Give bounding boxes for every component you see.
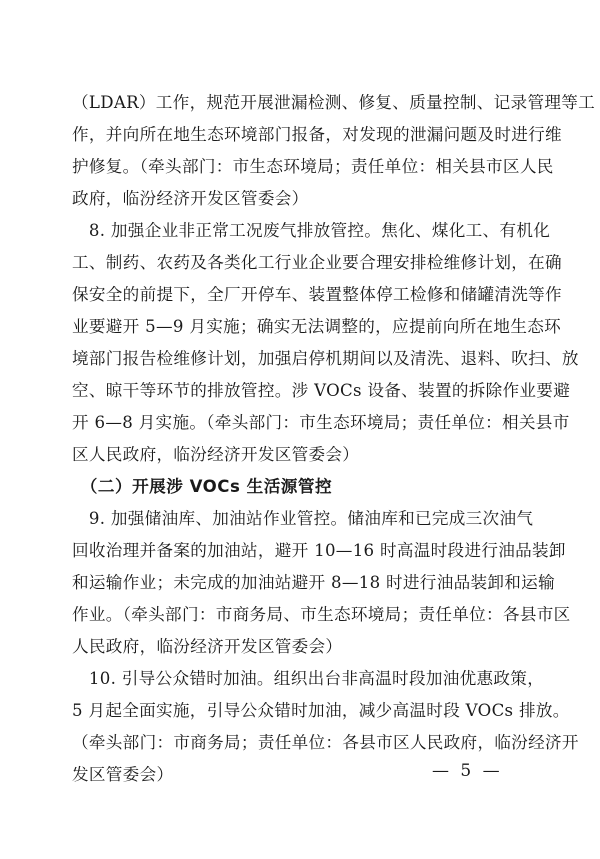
text-line: 境部门报告检维修计划，加强启停机期间以及清洗、退料、吹扫、放 <box>72 349 579 368</box>
text-line: 10. 引导公众错时加油。组织出台非高温时段加油优惠政策， <box>72 669 545 688</box>
text-line: 和运输作业；未完成的加油站避开 8—18 时进行油品装卸和运输 <box>72 573 555 592</box>
text-line: 保安全的前提下，全厂开停车、装置整体停工检修和储罐清洗等作 <box>72 285 562 304</box>
text-line: 护修复。（牵头部门：市生态环境局；责任单位：相关县市区人民 <box>72 157 554 176</box>
text-line: 业要避开 5—9 月实施；确实无法调整的，应提前向所在地生态环 <box>72 317 561 336</box>
text-line: 作业。（牵头部门：市商务局、市生态环境局；责任单位：各县市区 <box>72 605 571 624</box>
text-line: 政府，临汾经济开发区管委会） <box>72 189 309 208</box>
text-line: 工、制药、农药及各类化工行业企业要合理安排检维修计划，在确 <box>72 253 562 272</box>
text-line: 区人民政府，临汾经济开发区管委会） <box>72 445 360 464</box>
body-text <box>72 87 596 791</box>
text-line: （牵头部门：市商务局；责任单位：各县市区人民政府，临汾经济开 <box>72 733 579 752</box>
text-line: 作，并向所在地生态环境部门报备，对发现的泄漏问题及时进行维 <box>72 125 562 144</box>
text-line: （LDAR）工作，规范开展泄漏检测、修复、质量控制、记录管理等工 <box>72 93 596 112</box>
text-line: 开 6—8 月实施。（牵头部门：市生态环境局；责任单位：相关县市 <box>72 413 570 432</box>
section-heading: （二）开展涉 VOCs 生活源管控 <box>72 477 333 496</box>
text-line: 人民政府，临汾经济开发区管委会） <box>72 637 343 656</box>
text-line: 9. 加强储油库、加油站作业管控。储油库和已完成三次油气 <box>72 509 534 528</box>
text-line: 回收治理并备案的加油站，避开 10—16 时高温时段进行油品装卸 <box>72 541 566 560</box>
text-line: 空、晾干等环节的排放管控。涉 VOCs 设备、装置的拆除作业要避 <box>72 381 571 400</box>
text-line: 5 月起全面实施，引导公众错时加油，减少高温时段 VOCs 排放。 <box>72 701 570 720</box>
text-line: 8. 加强企业非正常工况废气排放管控。焦化、煤化工、有机化 <box>72 221 551 240</box>
text-line: 发区管委会） <box>72 765 174 784</box>
page-number: — 5 — <box>432 761 503 781</box>
